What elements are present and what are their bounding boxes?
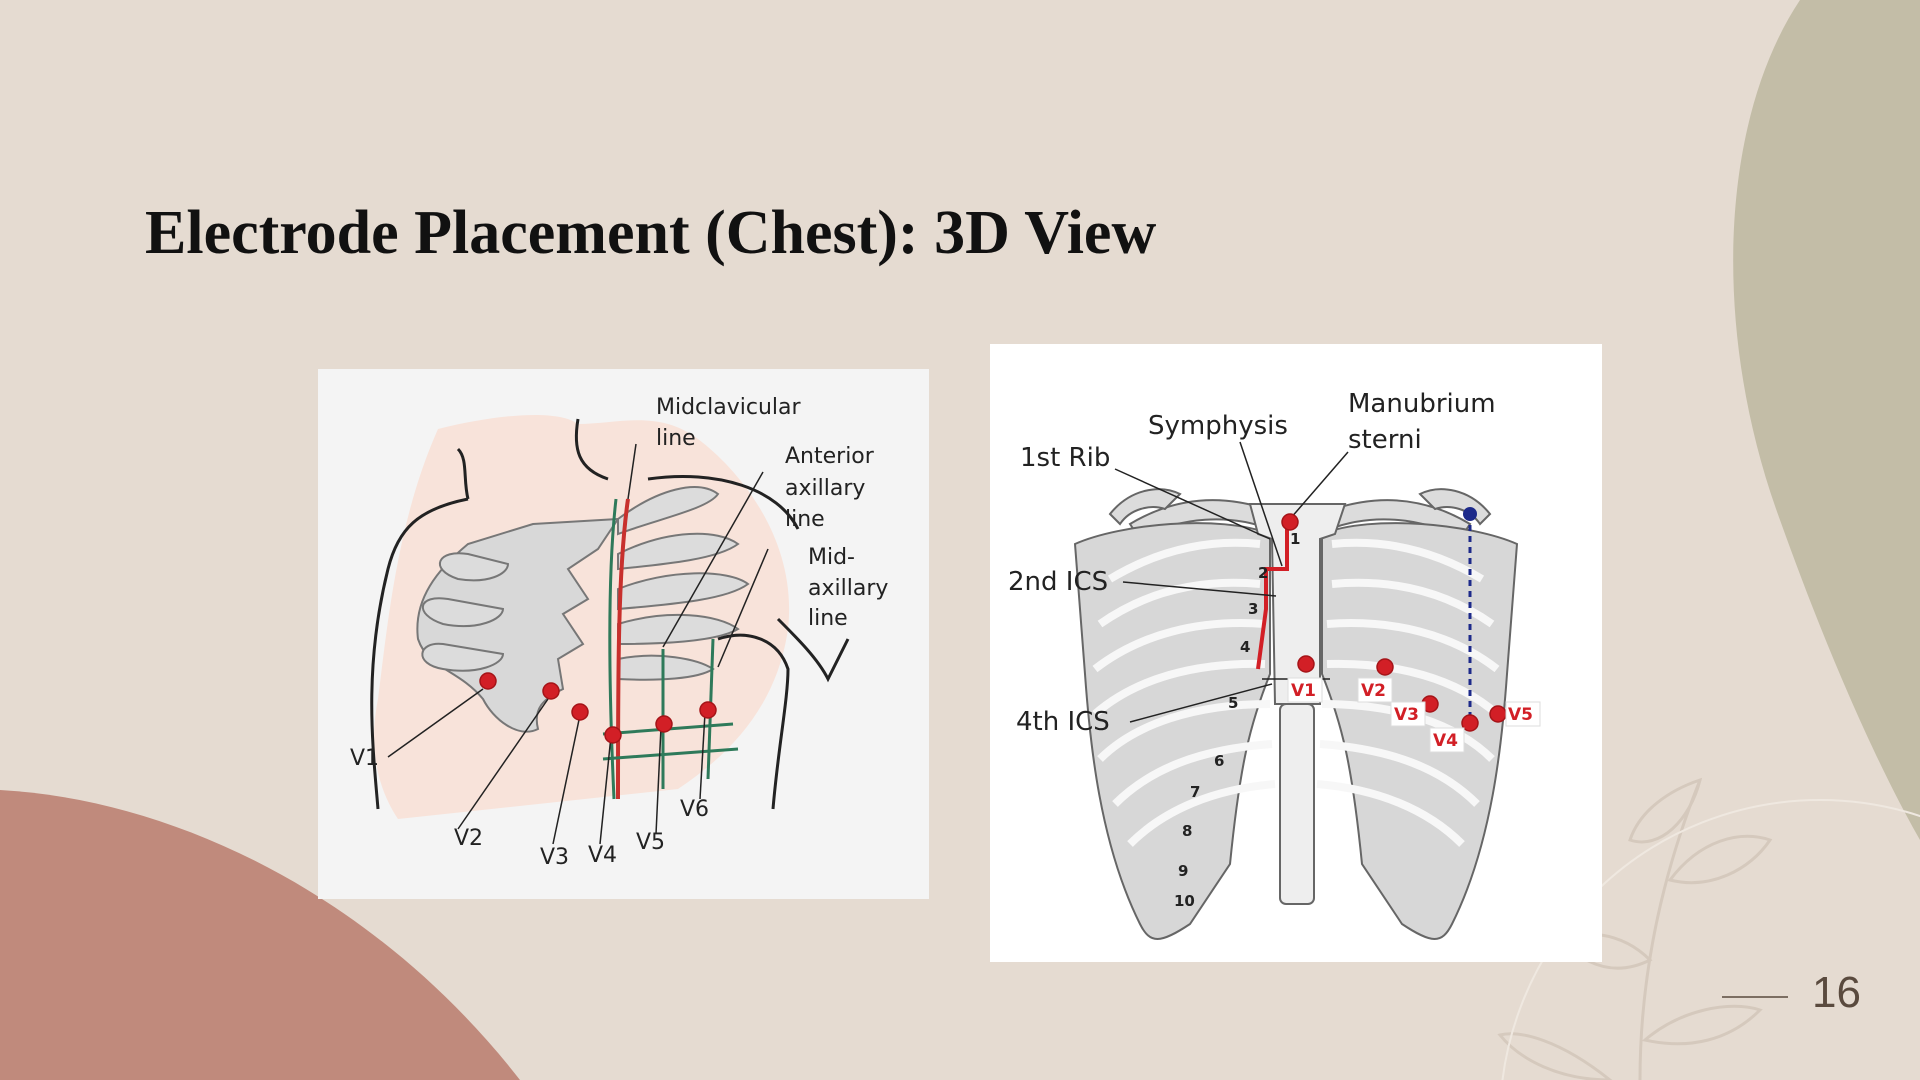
label-manubrium-1: Manubrium: [1348, 389, 1496, 419]
rib-number-6: 6: [1214, 752, 1225, 770]
manubrium-dot: [1282, 514, 1298, 530]
electrode-v5-dot: [656, 716, 672, 732]
rib-number-2: 2: [1258, 564, 1269, 582]
label-mid-1: Mid-: [808, 545, 855, 570]
label-midclavicular-2: line: [656, 426, 696, 451]
blue-reference-dot: [1463, 507, 1477, 521]
label-fourth-ics: 4th ICS: [1016, 707, 1110, 737]
rib-number-5: 5: [1228, 694, 1239, 712]
electrode-v5-dot: [1490, 706, 1506, 722]
electrode-v4-dot: [605, 727, 621, 743]
ribcage-diagram-right: [990, 344, 1602, 962]
rib-number-10: 10: [1174, 892, 1195, 910]
electrode-v3-dot: [572, 704, 588, 720]
label-midclavicular-1: Midclavicular: [656, 395, 801, 420]
electrode-v1-dot: [480, 673, 496, 689]
label-first-rib: 1st Rib: [1020, 443, 1111, 473]
electrode-v1-dot: [1298, 656, 1314, 672]
label-manubrium-2: sterni: [1348, 425, 1422, 455]
page-number: 16: [1812, 968, 1861, 1017]
rib-number-9: 9: [1178, 862, 1189, 880]
electrode-v6-dot: [700, 702, 716, 718]
olive-blob-shape: [1733, 0, 1920, 840]
tag-v3: V3: [1394, 705, 1419, 725]
rib-number-1: 1: [1290, 530, 1301, 548]
label-v3: V3: [540, 845, 570, 870]
label-mid-3: line: [808, 606, 848, 631]
slide-title: Electrode Placement (Chest): 3D View: [145, 199, 1157, 267]
tag-v4: V4: [1433, 731, 1458, 751]
label-v1: V1: [350, 746, 380, 771]
label-symphysis: Symphysis: [1148, 411, 1288, 441]
label-anterior-2: axillary: [785, 476, 866, 501]
label-anterior-1: Anterior: [785, 444, 874, 469]
rib-number-4: 4: [1240, 638, 1251, 656]
chest-lead-illustration: [318, 369, 929, 899]
label-anterior-3: line: [785, 507, 825, 532]
label-mid-2: axillary: [808, 576, 889, 601]
ribcage-illustration: [990, 344, 1602, 962]
label-v6: V6: [680, 797, 710, 822]
tag-v1: V1: [1291, 681, 1316, 701]
rib-number-8: 8: [1182, 822, 1193, 840]
tag-v2: V2: [1361, 681, 1386, 701]
chest-diagram-left: [318, 369, 929, 899]
label-v5: V5: [636, 830, 666, 855]
rib-number-7: 7: [1190, 783, 1201, 801]
electrode-v2-dot: [1377, 659, 1393, 675]
rib-number-3: 3: [1248, 600, 1259, 618]
label-second-ics: 2nd ICS: [1008, 567, 1109, 597]
tag-v5: V5: [1508, 705, 1533, 725]
label-v2: V2: [454, 826, 484, 851]
electrode-v2-dot: [543, 683, 559, 699]
label-v4: V4: [588, 843, 618, 868]
